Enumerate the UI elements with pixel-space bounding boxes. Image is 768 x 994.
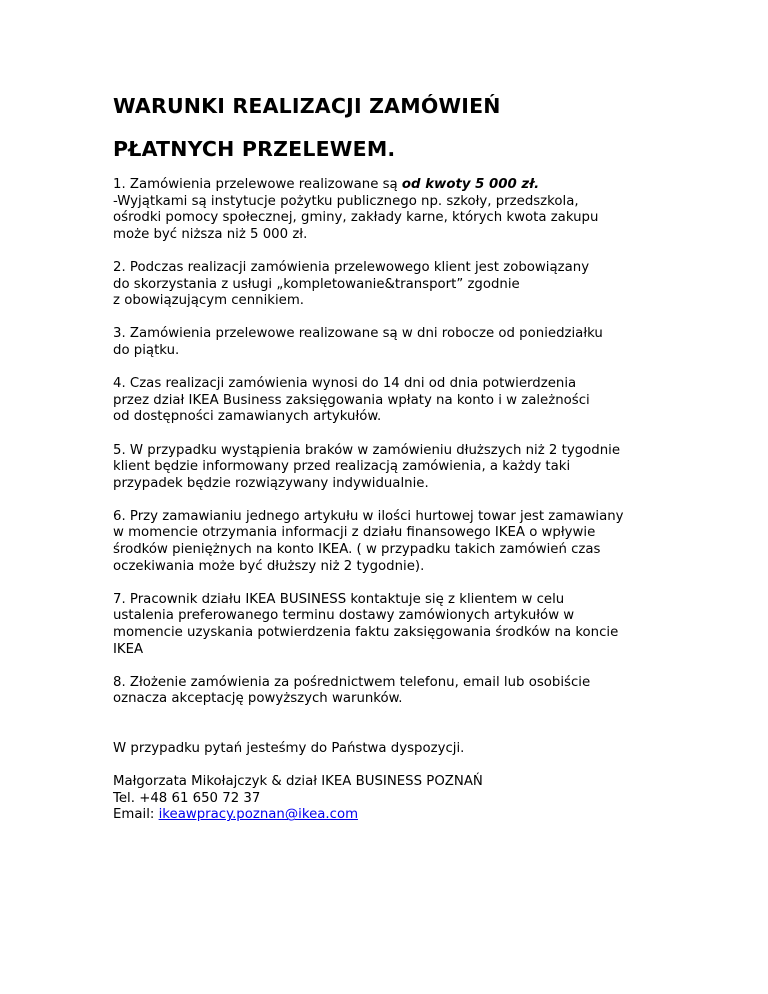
condition-4-line-1: 4. Czas realizacji zamówienia wynosi do 14 dni od dnia potwierdzenia [113, 376, 577, 392]
condition-6-line-4: oczekiwania może być dłuższy niż 2 tygodnie). [113, 558, 425, 574]
contact-email-line [113, 807, 713, 824]
condition-5-line-1: 5. W przypadku wystąpienia braków w zamówieniu dłuższych niż 2 tygodnie [113, 442, 621, 458]
condition-6-line-1: 6. Przy zamawianiu jednego artykułu w ilości hurtowej towar jest zamawiany [113, 508, 624, 524]
condition-1-line-3: ośrodki pomocy społecznej, gminy, zakłady karne, których kwota zakupu [113, 210, 599, 226]
condition-6-line-2: w momencie otrzymania informacji z działu finansowego IKEA o wpływie [113, 525, 596, 541]
condition-1-line-1 [113, 177, 713, 194]
condition-8-line-2: oznacza akceptację powyższych warunków. [113, 691, 403, 707]
condition-3-line-1: 3. Zamówienia przelewowe realizowane są w dni robocze od poniedziałku [113, 326, 603, 342]
condition-5-line-3: przypadek będzie rozwiązywany indywidualnie. [113, 475, 429, 491]
condition-6 [113, 509, 713, 575]
condition-8 [113, 675, 713, 708]
condition-2-line-3: z obowiązującym cennikiem. [113, 293, 305, 309]
document-title [113, 85, 713, 171]
questions-note [113, 741, 713, 758]
document-body [113, 177, 713, 824]
condition-7-line-4: IKEA [113, 641, 144, 657]
condition-7-line-3: momencie uzyskania potwierdzenia faktu zaksięgowania środków na koncie [113, 625, 619, 641]
condition-6-line-3: środków pieniężnych na konto IKEA. ( w przypadku takich zamówień czas [113, 542, 601, 558]
condition-4 [113, 376, 713, 426]
condition-7-line-1: 7. Pracownik działu IKEA BUSINESS kontaktuje się z klientem w celu [113, 591, 565, 607]
condition-4-line-3: od dostępności zamawianych artykułów. [113, 409, 382, 425]
condition-2 [113, 260, 713, 310]
contact-phone: Tel. +48 61 650 72 37 [113, 790, 261, 806]
email-link[interactable]: ikeawpracy.poznan@ikea.com [158, 807, 359, 823]
condition-3-line-2: do piątku. [113, 342, 180, 358]
condition-7-line-2: ustalenia preferowanego terminu dostawy zamówionych artykułów w [113, 608, 575, 624]
title-line-1: WARUNKI REALIZACJI ZAMÓWIEŃ [113, 94, 501, 118]
condition-7 [113, 592, 713, 658]
minimum-amount: od kwoty 5 000 zł. [401, 177, 540, 192]
title-line-2: PŁATNYCH PRZELEWEM. [113, 137, 396, 161]
condition-2-line-1: 2. Podczas realizacji zamówienia przelewowego klient jest zobowiązany [113, 259, 590, 275]
contact-block [113, 774, 713, 824]
condition-1-line-4: może być niższa niż 5 000 zł. [113, 226, 308, 242]
condition-2-line-2: do skorzystania z usługi „kompletowanie&transport” zgodnie [113, 276, 520, 292]
contact-name: Małgorzata Mikołajczyk & dział IKEA BUSINESS POZNAŃ [113, 774, 483, 790]
condition-1 [113, 177, 713, 243]
condition-5-line-2: klient będzie informowany przed realizacją zamówienia, a każdy taki [113, 459, 571, 475]
condition-1-line-2: -Wyjątkami są instytucje pożytku publicznego np. szkoły, przedszkola, [113, 193, 579, 209]
condition-1-text: 1. Zamówienia przelewowe realizowane są [113, 177, 402, 192]
questions-line: W przypadku pytań jesteśmy do Państwa dyspozycji. [113, 741, 465, 756]
email-label: Email: [113, 807, 159, 823]
condition-4-line-2: przez dział IKEA Business zaksięgowania wpłaty na konto i w zależności [113, 392, 590, 408]
condition-8-line-1: 8. Złożenie zamówienia za pośrednictwem telefonu, email lub osobiście [113, 674, 591, 690]
condition-5 [113, 443, 713, 493]
condition-3 [113, 326, 713, 359]
